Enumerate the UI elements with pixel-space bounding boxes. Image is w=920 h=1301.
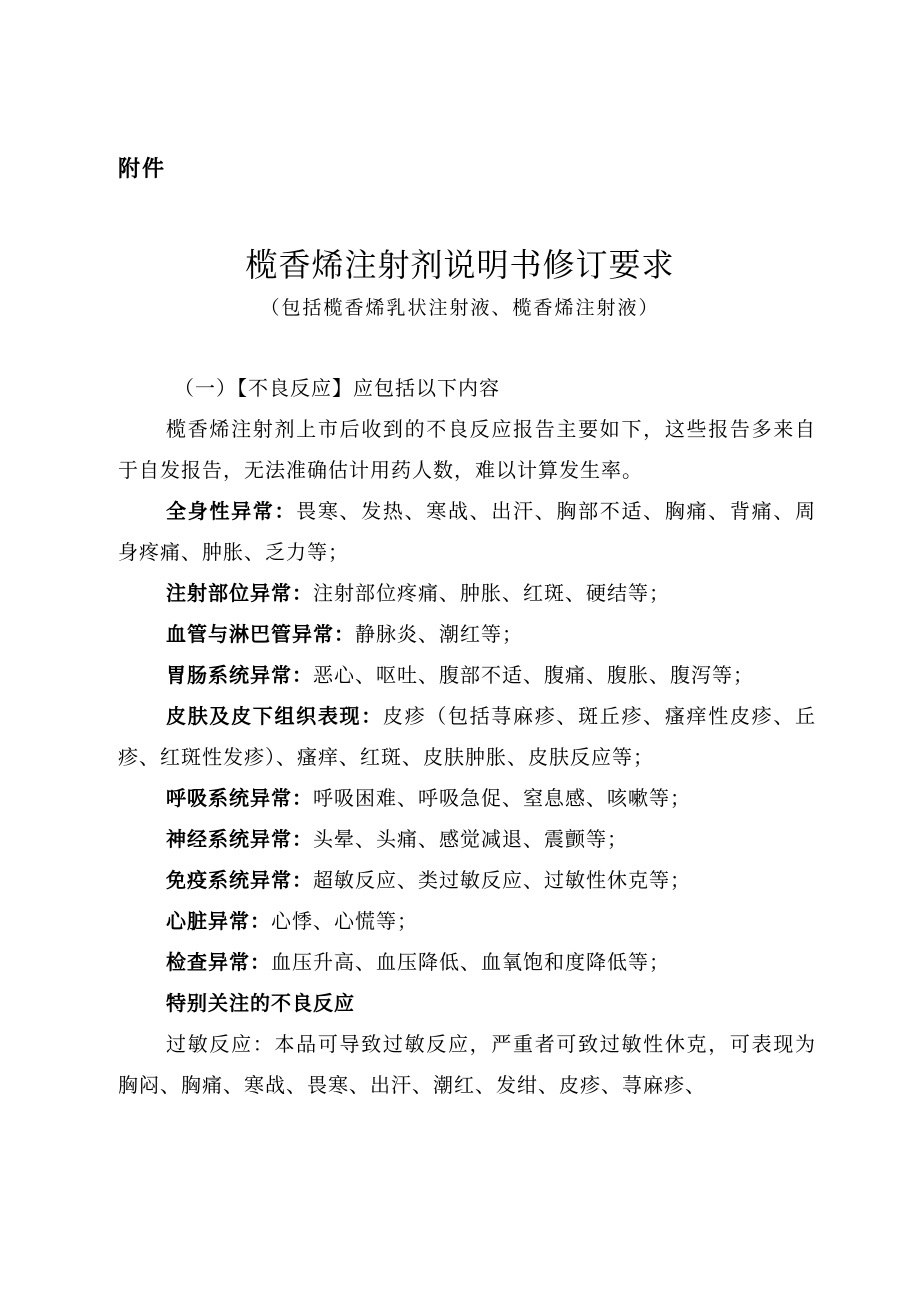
item-injection-site (118, 573, 816, 614)
special-heading: 特别关注的不良反应 (166, 991, 355, 1015)
item-text: 恶心、呕吐、腹部不适、腹痛、腹胀、腹泻等； (313, 663, 754, 687)
item-label: 全身性异常： (166, 499, 297, 523)
document-subtitle: （包括榄香烯乳状注射液、榄香烯注射液） (260, 297, 660, 319)
item-label: 检查异常： (166, 950, 271, 974)
item-text: 心悸、心慌等； (271, 909, 418, 933)
section-heading: （一）【不良反应】应包括以下内容 (174, 376, 500, 400)
item-text: 头晕、头痛、感觉减退、震颤等； (313, 827, 628, 851)
special-paragraph: 过敏反应：本品可导致过敏反应，严重者可致过敏性休克，可表现为胸闷、胸痛、寒战、畏寒、出汗、潮红、发绀、皮疹、荨麻疹、 (118, 1032, 816, 1097)
item-text: 超敏反应、类过敏反应、过敏性休克等； (313, 868, 691, 892)
item-vascular (118, 614, 816, 655)
item-text: 注射部位疼痛、肿胀、红斑、硬结等； (313, 581, 670, 605)
intro-paragraph: 榄香烯注射剂上市后收到的不良反应报告主要如下，这些报告多来自于自发报告，无法准确估计用药人数，难以计算发生率。 (118, 417, 816, 482)
item-label: 免疫系统异常： (166, 868, 313, 892)
item-text: 呼吸困难、呼吸急促、窒息感、咳嗽等； (313, 786, 691, 810)
item-gastrointestinal (118, 655, 816, 696)
item-respiratory (118, 778, 816, 819)
attachment-label: 附件 (118, 157, 167, 182)
item-cardiac (118, 901, 816, 942)
item-immune (118, 860, 816, 901)
item-label: 血管与淋巴管异常： (166, 622, 355, 646)
item-label: 心脏异常： (166, 909, 271, 933)
document-title: 榄香烯注射剂说明书修订要求 (245, 246, 675, 284)
item-investigations (118, 942, 816, 983)
item-label: 胃肠系统异常： (166, 663, 313, 687)
item-label: 皮肤及皮下组织表现： (166, 704, 383, 728)
item-text: 血压升高、血压降低、血氧饱和度降低等； (271, 950, 670, 974)
item-text: 皮疹（包括荨麻疹、斑丘疹、瘙痒性皮疹、丘疹、红斑性发疹）、瘙痒、红斑、皮肤肿胀、皮肤反应等； (118, 704, 817, 769)
item-systemic (118, 491, 816, 573)
item-text: 畏寒、发热、寒战、出汗、胸部不适、胸痛、背痛、周身疼痛、肿胀、乏力等； (118, 499, 817, 564)
item-label: 呼吸系统异常： (166, 786, 313, 810)
document-body (118, 368, 816, 1106)
item-label: 注射部位异常： (166, 581, 313, 605)
item-skin (118, 696, 816, 778)
item-text: 静脉炎、潮红等； (355, 622, 523, 646)
item-nervous (118, 819, 816, 860)
item-label: 神经系统异常： (166, 827, 313, 851)
